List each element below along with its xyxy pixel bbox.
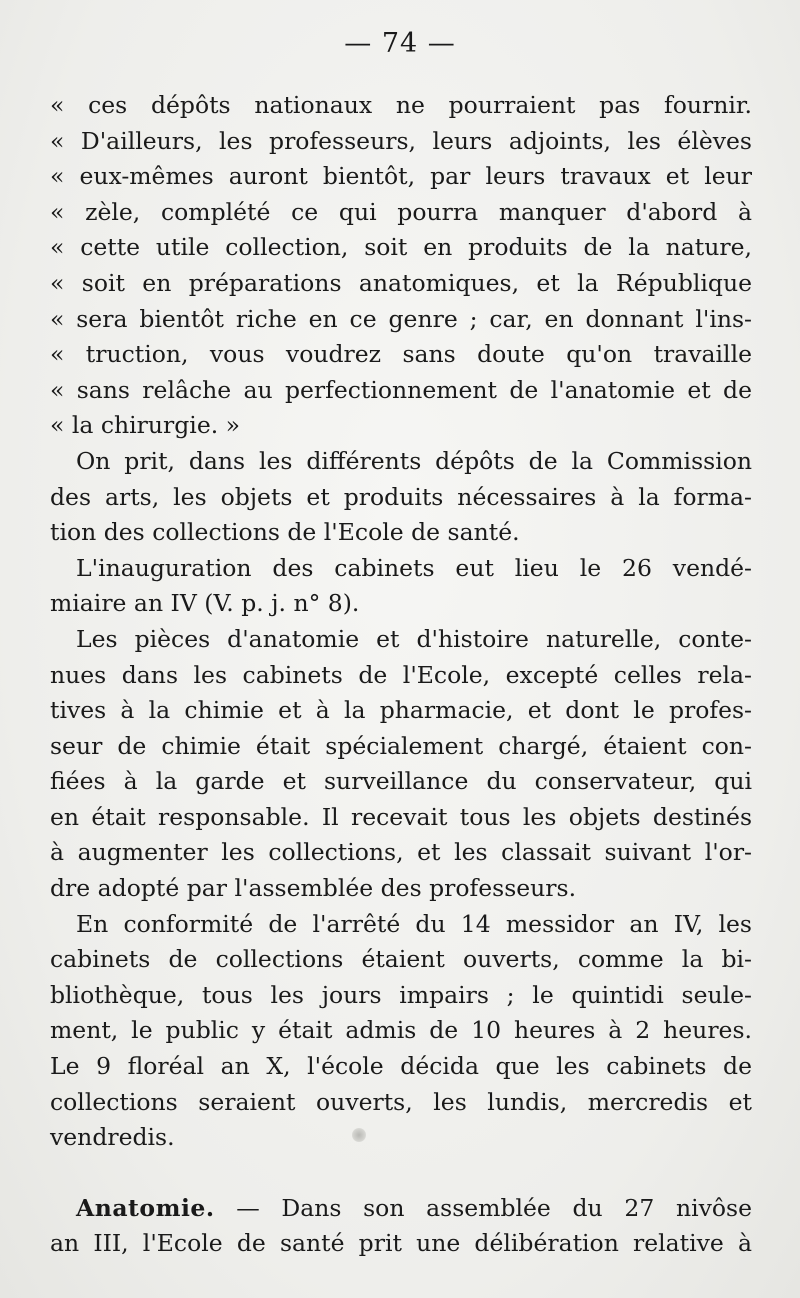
paragraph-line: Les pièces d'anatomie et d'histoire naturelle, conte-	[76, 624, 752, 653]
text-line: « D'ailleurs, les professeurs, leurs adjoints, les élèves	[50, 126, 752, 155]
paragraph-line: à augmenter les collections, et les classait suivant l'or-	[50, 838, 752, 867]
paragraph-line: en était responsable. Il recevait tous les objets destinés	[50, 802, 752, 831]
text-line: « ces dépôts nationaux ne pourraient pas fournir.	[50, 91, 752, 119]
section-heading: Anatomie.	[76, 1193, 215, 1222]
text-line: « sans relâche au perfectionnement de l'anatomie et de	[50, 375, 752, 404]
text-line: « la chirurgie. »	[50, 411, 241, 440]
text-line: « truction, vous voudrez sans doute qu'on travaille	[50, 340, 752, 369]
paragraph-line: seur de chimie était spécialement chargé, étaient con-	[50, 731, 752, 760]
paragraph-line: nues dans les cabinets de l'Ecole, excepté celles rela-	[50, 660, 752, 689]
paragraph-line: des arts, les objets et produits nécessaires à la forma-	[50, 482, 752, 511]
paragraph-line: fiées à la garde et surveillance du conservateur, qui	[50, 767, 752, 796]
paragraph-line: miaire an IV (V. p. j. n° 8).	[50, 589, 360, 618]
paragraph-line: En conformité de l'arrêté du 14 messidor an IV, les	[76, 909, 752, 938]
paragraph-line: collections seraient ouverts, les lundis, mercredis et	[50, 1087, 752, 1116]
section-gap	[50, 1156, 752, 1191]
paragraph-line: an III, l'Ecole de santé prit une délibération relative à	[50, 1229, 752, 1258]
paragraph-line: vendredis.	[50, 1123, 175, 1152]
text-line: « zèle, complété ce qui pourra manquer d'abord à	[50, 197, 752, 226]
paragraph-line: dre adopté par l'assemblée des professeurs.	[50, 874, 577, 903]
paragraph-line: Le 9 floréal an X, l'école décida que les cabinets de	[50, 1052, 752, 1081]
paragraph-line: L'inauguration des cabinets eut lieu le 26 vendé-	[76, 553, 752, 582]
text-line: « soit en préparations anatomiques, et la République	[50, 268, 752, 297]
paragraph-line: On prit, dans les différents dépôts de la Commission	[76, 446, 752, 475]
paragraph-line: bliothèque, tous les jours impairs ; le quintidi seule-	[50, 980, 752, 1009]
page-number: — 74 —	[344, 28, 456, 59]
paragraph-line: tion des collections de l'Ecole de santé.	[50, 518, 520, 547]
text-line: « eux-mêmes auront bientôt, par leurs travaux et leur	[50, 162, 752, 191]
paragraph-line: cabinets de collections étaient ouverts, comme la bi-	[50, 945, 752, 974]
text-line: « cette utile collection, soit en produits de la nature,	[50, 233, 752, 262]
section-line	[50, 1191, 752, 1227]
body-text	[50, 88, 752, 1262]
section-heading-text: — Dans son assemblée du 27 nivôse	[214, 1193, 752, 1222]
paragraph-line: ment, le public y était admis de 10 heures à 2 heures.	[50, 1016, 752, 1045]
ink-spot	[352, 1128, 366, 1142]
text-line: « sera bientôt riche en ce genre ; car, en donnant l'ins-	[50, 304, 752, 333]
paragraph-line: tives à la chimie et à la pharmacie, et dont le profes-	[50, 696, 752, 725]
